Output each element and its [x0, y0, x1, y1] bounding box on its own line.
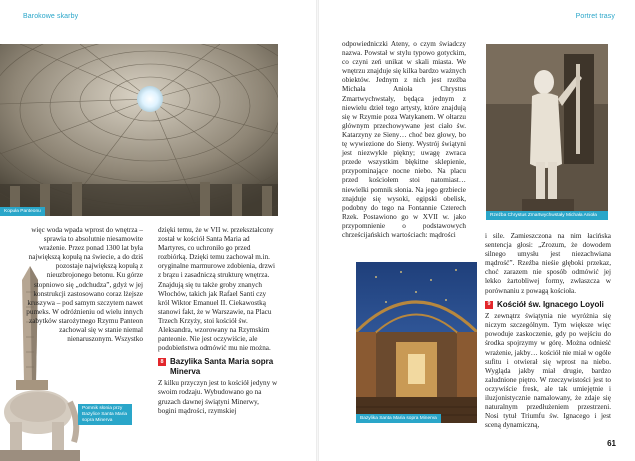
obelisk-caption: Pomnik słonia przy Bazylice Santa Maria sopra Minerva	[78, 404, 132, 425]
paragraph-pantheon-dome: więc woda wpada wprost do wnętrza – sprawia to absolutnie niesamowite wrażenie. Przez ponad 1300 lat była największą kopułą na świecie, a do dziś pozostaje największą kopułą z nieuzbrojonego betonu. Ku górze stopniowo się „odchudza”, gdyż w jej konstrukcji zastosowano coraz lżejsze kruszywa – pod samym szczytem nawet pumeks. W odróżnieniu od wielu innych zabytków starożytnego Rzymu Panteon zachował się w stanie niemal nienaruszonym. Wszystko	[26, 226, 143, 344]
page-gutter	[316, 0, 319, 461]
minerva-interior-caption: Bazylika Santa Maria sopra Minerva	[356, 414, 441, 423]
pantheon-dome-illustration	[0, 44, 278, 216]
text-column-2	[158, 226, 278, 416]
pantheon-dome-caption: Kopuła Panteonu	[0, 207, 45, 216]
christ-statue-photo	[486, 44, 608, 220]
section-heading-minerva	[158, 357, 278, 376]
paragraph-minerva-details: odpowiedniczki Ateny, o czym świadczy nazwa. Powstał w stylu typowo gotyckim, co czyni zeń unikat w skali miasta. We wnętrzu znajduje się kilka bardzo ważnych obiektów. Jednym z nich jest rzeźba Michała Anioła Chrystus Zmartwychwstały, będąca jednym z niewielu dzieł tego artysty, które znajdują się w Rzymie poza Watykanem. W ołtarzu głównym przechowywane jest ciało św. Katarzyny ze Sieny… choć bez głowy, bo tę wywiezione do Sieny. Wystrój świątyni jest niezwykle piękny; uwagę zwraca przede wszystkim błękitne sklepienie, przypominające nocne niebo. Na placu przed kościołem stoi natomiast… niewielki pomnik słonia. Na jego grzbiecie znajduje się wysoki, egipski obelisk, podobny do tego na Fontannie Czterech Rzek. Postawiono go w XVII w. jako przypomnienie o podstawowych chrześcijańskich wartościach: mądrości	[342, 40, 466, 239]
minerva-interior-illustration	[356, 262, 477, 423]
section-heading-ignatius	[485, 300, 611, 310]
section-number-badge: 9	[485, 301, 493, 309]
text-column-4	[485, 232, 611, 430]
pantheon-dome-photo	[0, 44, 278, 216]
section-title-minerva: Bazylika Santa Maria sopra Minerva	[170, 357, 274, 376]
running-head-left: Barokowe skarby	[23, 13, 79, 20]
section-number-badge: 8	[158, 358, 166, 366]
christ-statue-caption: Rzeźba Chrystus Zmartwychwstały Michała Anioła	[486, 211, 608, 220]
page-number: 61	[607, 439, 616, 448]
minerva-interior-photo	[356, 262, 477, 423]
paragraph-elephant-statue: i sile. Zamieszczona na nim łacińska sentencja głosi: „Zrozum, że dowodem silnego umysłu jest niezachwiana mądrość”. Rzeźba nieśie głęboki przekaz, choć zarazem nie sposób odmówić jej lekko żartobliwej formy, zwłaszcza w porównaniu z powagą kościoła.	[485, 232, 611, 295]
section-title-ignatius: Kościół św. Ignacego Loyoli	[497, 299, 604, 309]
paragraph-pantheon-history: dzięki temu, że w VII w. przekształcony został w kościół Santa Maria ad Martyres, co uchroniło go przed rozbiórką. Dzięki temu zachował m.in. oryginalne marmurowe zdobienia, drzwi z brązu i zasadniczą strukturę wnętrza. Znajdują się tu także groby znanych Włochów, takich jak Rafael Santi czy król Wiktor Emanuel II. Ciekawostką stanowi fakt, że w Warszawie, na Placu Trzech Krzyży, stoi kościół św. Aleksandra, wzorowany na Rzymskim panteonie. Nie jest oczywiście, ale podobieństwa odmówić mu nie można.	[158, 226, 275, 353]
christ-statue-illustration	[486, 44, 608, 220]
text-column-3	[342, 40, 466, 240]
paragraph-minerva-intro: Z kilku przyczyn jest to kościół jedyny w swoim rodzaju. Wybudowano go na gruzach dawnej świątyni Minerwy, bogini mądrości, rzymskiej	[158, 379, 278, 415]
paragraph-ignatius: Z zewnątrz świątynia nie wyróżnia się niczym szczególnym. Tym większe więc powoduje zaskoczenie, gdy po wejściu do środka spojrzymy w górę. Można odnieść wrażenie, jakby… kościół nie miał w ogóle sufitu i otwierał się wprost na niebo. Wygląda jakby miał drugie, bardzo zaludnione piętro. W rzeczywistości jest to oczywiście fresk, ale tak umiejętnie i iluzjonistycznie namalowany, że zdaje się naturalnym przedłużeniem przestrzeni. Nosi tytuł Triumfu św. Ignacego i jest sceną dynamiczną,	[485, 312, 611, 430]
running-head-right: Portret trasy	[575, 13, 615, 20]
text-column-1	[23, 226, 143, 344]
